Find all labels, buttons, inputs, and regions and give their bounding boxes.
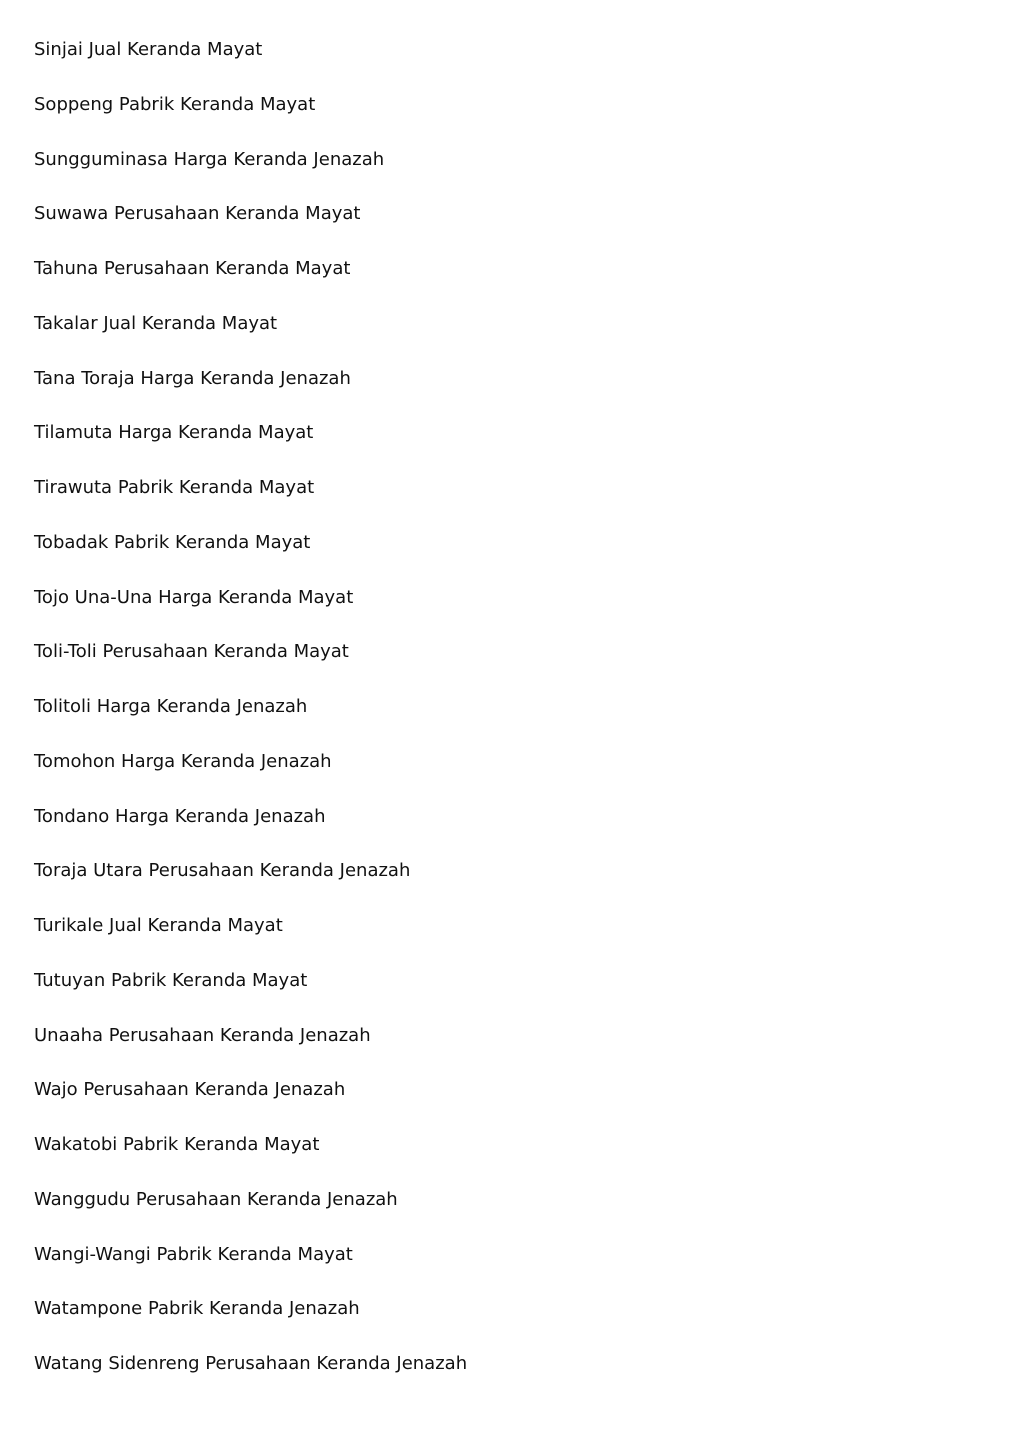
list-item: Sungguminasa Harga Keranda Jenazah — [34, 148, 385, 170]
list-item: Tahuna Perusahaan Keranda Mayat — [34, 258, 351, 279]
list-item: Tilamuta Harga Keranda Mayat — [34, 422, 314, 444]
list-item: Toli-Toli Perusahaan Keranda Mayat — [34, 641, 349, 663]
list-item: Turikale Jual Keranda Mayat — [34, 915, 283, 936]
list-item: Tomohon Harga Keranda Jenazah — [34, 750, 332, 772]
list-item: Wakatobi Pabrik Keranda Mayat — [34, 1134, 320, 1155]
entry-list — [34, 36, 467, 1405]
list-item: Tutuyan Pabrik Keranda Mayat — [34, 969, 308, 991]
list-item: Tondano Harga Keranda Jenazah — [34, 805, 326, 827]
list-item: Watampone Pabrik Keranda Jenazah — [34, 1298, 360, 1320]
list-item: Wangi-Wangi Pabrik Keranda Mayat — [34, 1243, 353, 1265]
list-item: Soppeng Pabrik Keranda Mayat — [34, 93, 316, 115]
list-item: Tirawuta Pabrik Keranda Mayat — [34, 477, 315, 498]
list-item: Wanggudu Perusahaan Keranda Jenazah — [34, 1188, 398, 1210]
list-item: Tojo Una-Una Harga Keranda Mayat — [34, 586, 354, 608]
list-item: Sinjai Jual Keranda Mayat — [34, 39, 263, 60]
list-item: Suwawa Perusahaan Keranda Mayat — [34, 203, 361, 225]
list-item: Tolitoli Harga Keranda Jenazah — [34, 696, 308, 717]
list-item: Takalar Jual Keranda Mayat — [34, 312, 278, 334]
list-item: Tobadak Pabrik Keranda Mayat — [34, 531, 311, 553]
list-item: Tana Toraja Harga Keranda Jenazah — [34, 367, 351, 389]
list-item: Toraja Utara Perusahaan Keranda Jenazah — [34, 860, 411, 882]
list-item: Unaaha Perusahaan Keranda Jenazah — [34, 1024, 371, 1046]
list-item: Watang Sidenreng Perusahaan Keranda Jenazah — [34, 1353, 468, 1374]
list-item: Wajo Perusahaan Keranda Jenazah — [34, 1079, 346, 1101]
